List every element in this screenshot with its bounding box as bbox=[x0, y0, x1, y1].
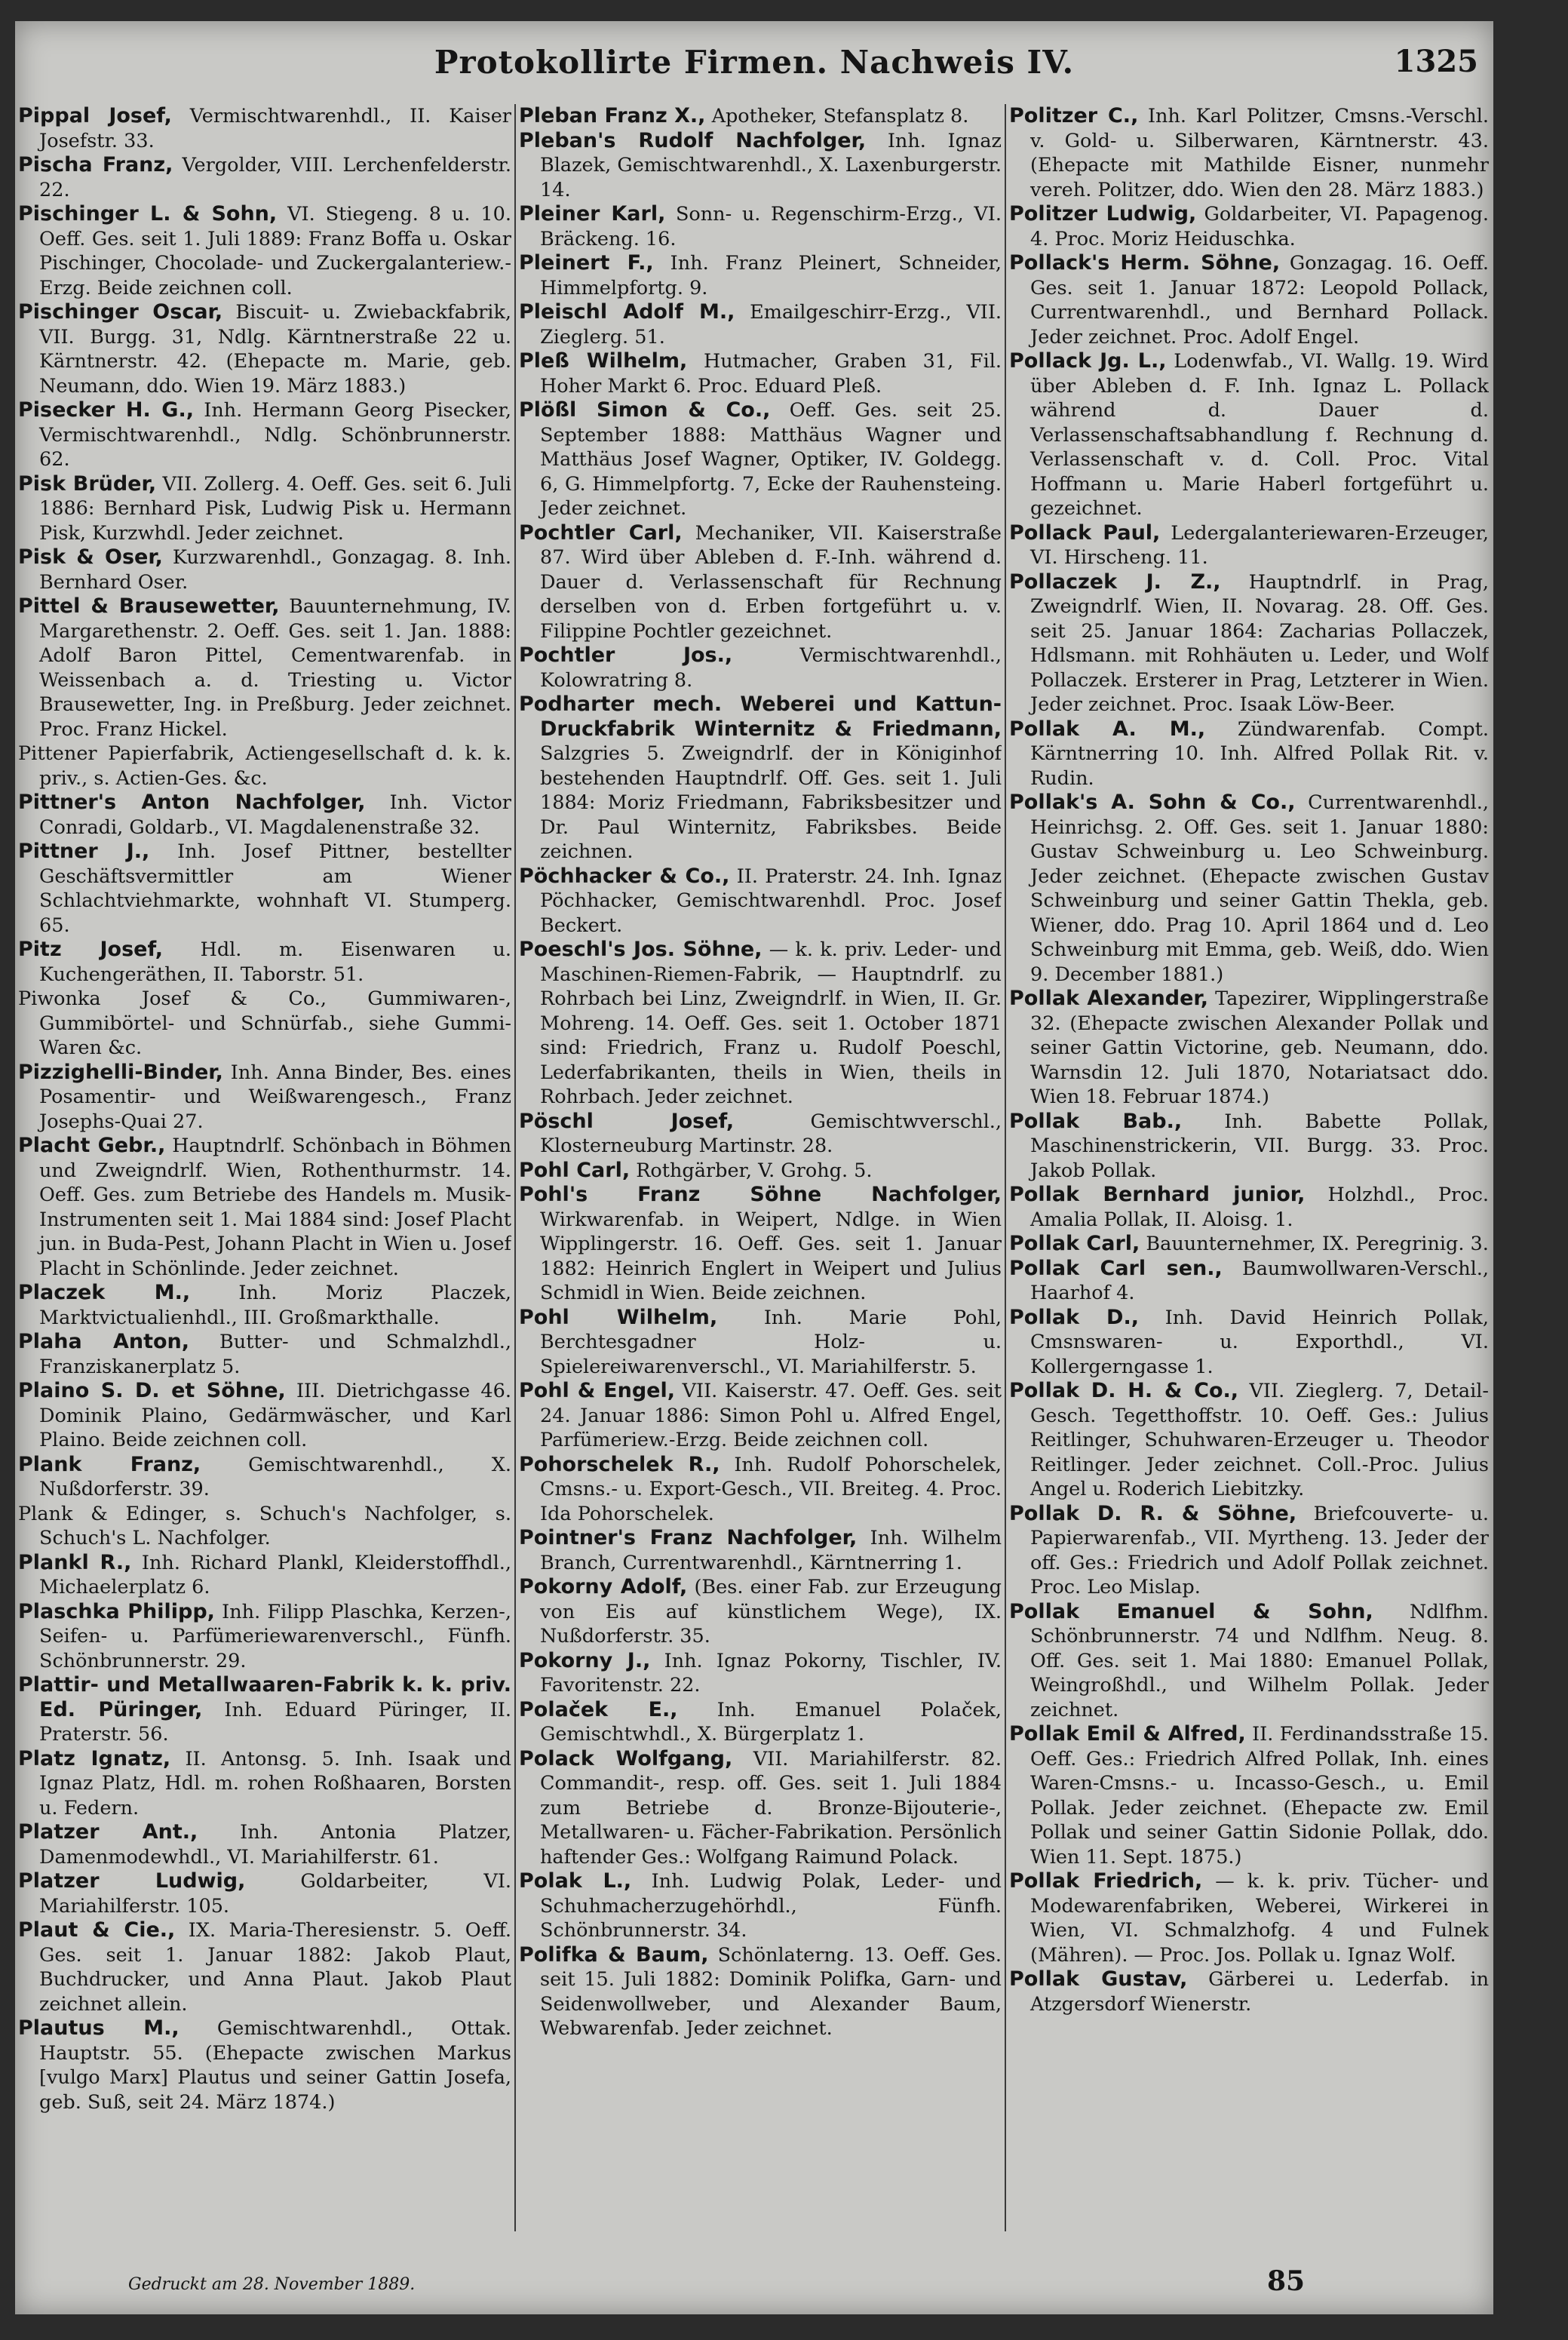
firm-details: Inh. Ignaz Blazek, Gemischtwarenhdl., X. Laxenburgerstr. 14. bbox=[540, 129, 1002, 201]
firm-details: Tapezirer, Wipplingerstraße 32. (Ehepacte zwischen Alexander Pollak und seiner Gattin Victorine, geb. Neumann, ddo. Warnsdin 12. Juli 1870, Notariatsact ddo. Wien 18. Februar 1874.) bbox=[1030, 987, 1489, 1108]
firm-name: Pohl Wilhelm, bbox=[519, 1305, 718, 1329]
firm-name: Pollak D. H. & Co., bbox=[1009, 1379, 1239, 1402]
firm-name: Plaha Anton, bbox=[18, 1330, 190, 1353]
firm-entry bbox=[18, 1281, 511, 1330]
firm-entry bbox=[18, 1453, 511, 1502]
firm-details: Gemischtwarenhdl., X. Nußdorferstr. 39. bbox=[39, 1453, 511, 1500]
firm-details: Inh. Franz Pleinert, Schneider, Himmelpfortg. 9. bbox=[540, 252, 1002, 299]
firm-details: Inh. Wilhelm Branch, Currentwarenhdl., Kärntnerring 1. bbox=[540, 1527, 1002, 1574]
firm-details: Gemischtwverschl., Klosterneuburg Martinstr. 28. bbox=[540, 1110, 1002, 1157]
firm-name: Pointner's Franz Nachfolger, bbox=[519, 1526, 858, 1549]
firm-details: Bauunternehmer, IX. Peregrinig. 3. bbox=[1146, 1233, 1489, 1255]
firm-details: Goldarbeiter, VI. Papagenog. 4. Proc. Moriz Heiduschka. bbox=[1030, 203, 1489, 250]
firm-name: Pleischl Adolf M., bbox=[519, 300, 735, 324]
firm-details: Bauunternehmung, IV. Margarethenstr. 2. Oeff. Ges. seit 1. Jan. 1888: Adolf Baron Pittel, Cementwarenfab. in Weissenbach a. d. Triesting u. Victor Brausewetter, Ing. in Preßburg. Jeder zeichnet. Proc. Franz Hickel. bbox=[39, 595, 511, 741]
firm-name: Plattir- und Metallwaaren-Fabrik k. k. priv. Ed. Püringer, bbox=[18, 1673, 511, 1721]
firm-details: Hdl. m. Eisenwaren u. Kuchengeräthen, II. Taborstr. 51. bbox=[39, 938, 511, 986]
firm-entry bbox=[519, 1698, 1002, 1747]
firm-details: Sonn- u. Regenschirm-Erzg., VI. Bräckeng. 16. bbox=[540, 203, 1002, 250]
firm-entry bbox=[519, 1110, 1002, 1159]
firm-entry bbox=[1009, 1110, 1489, 1184]
firm-details: VII. Kaiserstr. 47. Oeff. Ges. seit 24. Januar 1886: Simon Pohl u. Alfred Engel, Parfümeriew.-Erzg. Beide zeichnen coll. bbox=[540, 1380, 1002, 1451]
firm-entry bbox=[18, 1820, 511, 1869]
firm-entry bbox=[519, 1649, 1002, 1698]
firm-entry bbox=[1009, 717, 1489, 791]
firm-name: Pisecker H. G., bbox=[18, 398, 194, 422]
firm-name: Pollak Emanuel & Sohn, bbox=[1009, 1599, 1373, 1623]
firm-entry bbox=[18, 1061, 511, 1135]
column-divider bbox=[514, 104, 516, 2231]
firm-entry bbox=[519, 1575, 1002, 1649]
firm-entry bbox=[519, 251, 1002, 300]
firm-details: Biscuit- u. Zwiebackfabrik, VII. Burgg. 31, Ndlg. Kärntnerstraße 22 u. Kärntnerstr. 42. (Ehepacte m. Marie, geb. Neumann, ddo. Wien 19. März 1883.) bbox=[39, 301, 511, 398]
firm-name: Pischinger Oscar, bbox=[18, 300, 223, 324]
firm-details: Mechaniker, VII. Kaiserstraße 87. Wird über Ableben d. F.-Inh. während d. Dauer d. Verlassenschaft für Rechnung derselben von d. Erben fortgeführt u. v. Filippine Pochtler gezeichnet. bbox=[540, 521, 1002, 643]
firm-name: Pleban Franz X., bbox=[519, 104, 706, 127]
firm-details: (Bes. einer Fab. zur Erzeugung von Eis auf künstlichem Wege), IX. Nußdorferstr. 35. bbox=[540, 1576, 1002, 1648]
firm-details: VII. Zieglerg. 7, Detail-Gesch. Tegetthoffstr. 10. Oeff. Ges.: Julius Reitlinger, Schuhwaren-Erzeuger u. Theodor Reitlinger. Jeder zeichnet. Coll.-Proc. Julius Angel u. Roderich Liebitzky. bbox=[1030, 1380, 1489, 1500]
firm-entry bbox=[519, 1869, 1002, 1943]
firm-name: Politzer C., bbox=[1009, 104, 1139, 127]
firm-details: III. Dietrichgasse 46. Dominik Plaino, Gedärmwäscher, und Karl Plaino. Beide zeichnen coll. bbox=[39, 1380, 511, 1451]
firm-details: Inh. Marie Pohl, Berchtesgadner Holz- u. Spielereiwarenverschl., VI. Mariahilferstr. 5. bbox=[540, 1306, 1002, 1378]
firm-entry bbox=[519, 1306, 1002, 1380]
firm-name: Pollack's Herm. Söhne, bbox=[1009, 251, 1281, 275]
firm-name: Plaschka Philipp, bbox=[18, 1599, 215, 1623]
firm-entry bbox=[519, 1379, 1002, 1453]
firm-details: Holzhdl., Proc. Amalia Pollak, II. Aloisg. 1. bbox=[1030, 1184, 1489, 1231]
firm-name: Pollack Jg. L., bbox=[1009, 349, 1167, 373]
firm-entry bbox=[18, 791, 511, 840]
printer-imprint: Gedruckt am 28. November 1889. bbox=[128, 2275, 416, 2294]
firm-name: Pohl Carl, bbox=[519, 1158, 631, 1182]
firm-name: Pochtler Carl, bbox=[519, 521, 683, 545]
firm-name: Pohorschelek R., bbox=[519, 1452, 720, 1476]
firm-details: Zündwarenfab. Compt. Kärntnerring 10. Inh. Alfred Pollak Rit. v. Rudin. bbox=[1030, 717, 1489, 790]
firm-entry bbox=[519, 202, 1002, 251]
firm-details: Ledergalanteriewaren-Erzeuger, VI. Hirscheng. 11. bbox=[1030, 521, 1489, 569]
firm-details: Baumwollwaren-Verschl., Haarhof 4. bbox=[1030, 1257, 1489, 1304]
firm-name: Pisk & Oser, bbox=[18, 545, 163, 569]
firm-name: Pittner J., bbox=[18, 840, 150, 863]
firm-name: Polifka & Baum, bbox=[519, 1942, 709, 1967]
firm-entry bbox=[1009, 791, 1489, 987]
firm-entry bbox=[18, 300, 511, 398]
firm-entry bbox=[18, 987, 511, 1061]
firm-details: Ndlfhm. Schönbrunnerstr. 74 und Ndlfhm. Neug. 8. Off. Ges. seit 1. Mai 1880: Emanuel Pollak, Weingroßhdl., und Wilhelm Pollak. Jeder zeichnet. bbox=[1030, 1600, 1489, 1721]
firm-entry bbox=[1009, 1722, 1489, 1869]
firm-details: Salzgries 5. Zweigndrlf. der in Königinhof bestehenden Hauptndrlf. Off. Ges. seit 1. Juli 1884: Moriz Friedmann, Fabriksbesitzer und Dr. Paul Winternitz, Fabriksbes. Beide zeichnen. bbox=[540, 742, 1002, 863]
firm-details: Gonzagag. 16. Oeff. Ges. seit 1. Januar 1872: Leopold Pollack, Currentwarenhdl., und Bernhard Pollack. Jeder zeichnet. Proc. Adolf Engel. bbox=[1030, 252, 1489, 349]
firm-entry bbox=[519, 1747, 1002, 1870]
firm-entry bbox=[18, 1600, 511, 1674]
firm-entry bbox=[18, 153, 511, 202]
firm-details: Inh. Karl Politzer, Cmsns.-Verschl. v. Gold- u. Silberwaren, Kärntnerstr. 43. (Ehepacte mit Mathilde Eisner, nunmehr vereh. Politzer, ddo. Wien den 28. März 1883.) bbox=[1030, 105, 1489, 201]
column-2 bbox=[519, 104, 1002, 2231]
firm-details: Currentwarenhdl., Heinrichsg. 2. Off. Ges. seit 1. Januar 1880: Gustav Schweinburg u. Leo Schweinburg. Jeder zeichnet. (Ehepacte zwischen Gustav Schweinburg und seiner Gattin Thekla, geb. Wiener, ddo. Prag 10. April 1864 und d. Leo Schweinburg mit Emma, geb. Weiß, ddo. Wien 9. December 1881.) bbox=[1030, 791, 1489, 986]
firm-name: Pittner's Anton Nachfolger, bbox=[18, 791, 366, 814]
firm-entry bbox=[18, 742, 511, 791]
firm-name: Plößl Simon & Co., bbox=[519, 398, 771, 422]
firm-entry bbox=[519, 104, 1002, 129]
firm-details: Vergolder, VIII. Lerchenfelderstr. 22. bbox=[39, 154, 511, 201]
firm-entry bbox=[1009, 251, 1489, 349]
page-number: 1325 bbox=[1394, 44, 1478, 79]
firm-entry bbox=[1009, 570, 1489, 717]
firm-details: Inh. Filipp Plaschka, Kerzen-, Seifen- u. Parfümeriewarenverschl., Fünfh. Schönbrunnerstr. 29. bbox=[39, 1600, 511, 1672]
firm-entry bbox=[18, 1379, 511, 1453]
firm-name: Pollak Bernhard junior, bbox=[1009, 1183, 1306, 1206]
firm-details: Pittener Papierfabrik, Actiengesellschaft d. k. k. priv., s. Actien-Ges. &c. bbox=[18, 742, 511, 790]
page-header bbox=[15, 36, 1493, 97]
firm-entry bbox=[18, 472, 511, 546]
firm-name: Politzer Ludwig, bbox=[1009, 202, 1197, 226]
firm-entry bbox=[1009, 1306, 1489, 1380]
firm-entry bbox=[18, 1673, 511, 1747]
firm-entry bbox=[519, 1526, 1002, 1575]
firm-details: — k. k. priv. Leder- und Maschinen-Riemen-Fabrik, — Hauptndrlf. zu Rohrbach bei Linz, Zweigndrlf. in Wien, II. Gr. Mohreng. 14. Oeff. Ges. seit 1. October 1871 sind: Friedrich, Franz u. Rudolf Poeschl, Lederfabrikanten, theils in Wien, theils in Rohrbach. Jeder zeichnet. bbox=[540, 938, 1002, 1108]
firm-details: Rothgärber, V. Grohg. 5. bbox=[636, 1159, 873, 1182]
firm-name: Polack Wolfgang, bbox=[519, 1746, 733, 1770]
firm-details: Inh. Moriz Placzek, Marktvictualienhdl., III. Großmarkthalle. bbox=[39, 1282, 511, 1329]
firm-entry bbox=[519, 521, 1002, 644]
firm-entry bbox=[519, 692, 1002, 864]
firm-name: Poeschl's Jos. Söhne, bbox=[519, 938, 763, 961]
firm-details: Kurzwarenhdl., Gonzagag. 8. Inh. Bernhard Oser. bbox=[39, 546, 511, 594]
firm-entry bbox=[519, 1943, 1002, 2041]
firm-entry bbox=[1009, 202, 1489, 251]
firm-entry bbox=[519, 300, 1002, 349]
firm-entry bbox=[18, 1551, 511, 1600]
firm-details: Butter- und Schmalzhdl., Franziskanerplatz 5. bbox=[39, 1331, 511, 1378]
firm-details: Inh. Babette Pollak, Maschinenstrickerin, VII. Burgg. 33. Proc. Jakob Pollak. bbox=[1030, 1110, 1489, 1182]
firm-name: Platzer Ludwig, bbox=[18, 1869, 246, 1893]
firm-entry bbox=[1009, 1232, 1489, 1257]
firm-details: Schönlaterng. 13. Oeff. Ges. seit 15. Juli 1882: Dominik Polifka, Garn- und Seidenwollweber, und Alexander Baum, Webwarenfab. Jeder zeichnet. bbox=[540, 1943, 1002, 2040]
firm-entry bbox=[519, 1159, 1002, 1184]
firm-name: Pollak D. R. & Söhne, bbox=[1009, 1501, 1297, 1525]
firm-name: Pischa Franz, bbox=[18, 153, 173, 177]
firm-name: Pleban's Rudolf Nachfolger, bbox=[519, 128, 867, 152]
firm-name: Pollak Gustav, bbox=[1009, 1967, 1188, 1991]
firm-entry bbox=[18, 202, 511, 300]
firm-name: Pisk Brüder, bbox=[18, 471, 157, 496]
firm-details: Hauptndrlf. in Prag, Zweigndrlf. Wien, II. Novarag. 28. Off. Ges. seit 25. Januar 1864: Zacharias Pollaczek, Hdlsmann. mit Rohhäuten u. Leder, und Wolf Pollaczek. Ersterer in Prag, Letzterer in Wien. Jeder zeichnet. Proc. Isaak Löw-Beer. bbox=[1030, 570, 1489, 716]
firm-name: Plaino S. D. et Söhne, bbox=[18, 1379, 286, 1402]
firm-details: Emailgeschirr-Erzg., VII. Zieglerg. 51. bbox=[540, 301, 1002, 349]
firm-details: Apotheker, Stefansplatz 8. bbox=[711, 105, 969, 127]
firm-name: Platzer Ant., bbox=[18, 1820, 198, 1844]
firm-entry bbox=[519, 643, 1002, 692]
firm-entry bbox=[1009, 521, 1489, 570]
firm-entry bbox=[1009, 1257, 1489, 1306]
firm-name: Pollak D., bbox=[1009, 1305, 1139, 1329]
firm-name: Pollak Alexander, bbox=[1009, 987, 1208, 1010]
firm-entry bbox=[1009, 104, 1489, 202]
firm-details: Inh. Hermann Georg Pisecker, Vermischtwarenhdl., Ndlg. Schönbrunnerstr. 62. bbox=[39, 399, 511, 471]
firm-details: Inh. Eduard Püringer, II. Praterstr. 56. bbox=[39, 1698, 511, 1746]
firm-name: Pöschl Josef, bbox=[519, 1109, 735, 1133]
firm-entry bbox=[519, 938, 1002, 1110]
firm-entry bbox=[1009, 1869, 1489, 1967]
firm-name: Pokorny J., bbox=[519, 1648, 651, 1672]
firm-details: IX. Maria-Theresienstr. 5. Oeff. Ges. seit 1. Januar 1882: Jakob Plaut, Buchdrucker, und Anna Plaut. Jakob Plaut zeichnet allein. bbox=[39, 1919, 511, 2016]
firm-name: Pitz Josef, bbox=[18, 938, 164, 961]
firm-name: Pittel & Brausewetter, bbox=[18, 594, 280, 618]
signature-mark: 85 bbox=[1267, 2265, 1306, 2297]
firm-name: Pollak Carl, bbox=[1009, 1232, 1140, 1255]
firm-details: Plank & Edinger, s. Schuch's Nachfolger, s. Schuch's L. Nachfolger. bbox=[18, 1502, 511, 1549]
firm-details: VII. Mariahilferstr. 82. Commandit-, resp. off. Ges. seit 1. Juli 1884 zum Betriebe d. Bronze-Bijouterie-, Metallwaren- u. Fächer-Fabrikation. Persönlich haftender Ges.: Wolfgang Raimund Polack. bbox=[540, 1747, 1002, 1869]
firm-entry bbox=[18, 1330, 511, 1379]
firm-name: Pollak A. M., bbox=[1009, 717, 1206, 741]
directory-page bbox=[15, 21, 1493, 2314]
firm-details: Inh. Antonia Platzer, Damenmodewhdl., VI. Mariahilferstr. 61. bbox=[39, 1821, 511, 1869]
firm-details: Gärberei u. Lederfab. in Atzgersdorf Wienerstr. bbox=[1030, 1968, 1489, 2016]
firm-entry bbox=[18, 2016, 511, 2114]
firm-name: Plautus M., bbox=[18, 2016, 180, 2040]
firm-entry bbox=[1009, 349, 1489, 521]
firm-details: VII. Zollerg. 4. Oeff. Ges. seit 6. Juli 1886: Bernhard Pisk, Ludwig Pisk u. Hermann Pisk, Kurzwhdl. Jeder zeichnet. bbox=[39, 472, 511, 545]
firm-entry bbox=[18, 1918, 511, 2016]
firm-details: Inh. Emanuel Polaček, Gemischtwhdl., X. Bürgerplatz 1. bbox=[540, 1698, 1002, 1746]
firm-name: Pollaczek J. Z., bbox=[1009, 570, 1221, 594]
firm-details: II. Ferdinandsstraße 15. Oeff. Ges.: Friedrich Alfred Pollak, Inh. eines Waren-Cmsns.- u. Incasso-Gesch., u. Emil Pollak. Jeder zeichnet. (Ehepacte zw. Emil Pollak und seiner Gattin Sidonie Pollak, ddo. Wien 11. Sept. 1875.) bbox=[1030, 1723, 1489, 1869]
firm-name: Plank Franz, bbox=[18, 1452, 201, 1476]
firm-entry bbox=[18, 594, 511, 742]
column-1 bbox=[18, 104, 511, 2231]
firm-entry bbox=[1009, 1502, 1489, 1600]
firm-entry bbox=[18, 104, 511, 153]
firm-name: Pleß Wilhelm, bbox=[519, 349, 688, 373]
firm-entry bbox=[519, 398, 1002, 521]
firm-details: Hauptndrlf. Schönbach in Böhmen und Zweigndrlf. Wien, Rothenthurmstr. 14. Oeff. Ges. zum Betriebe des Handels m. Musik-Instrumenten seit 1. Mai 1884 sind: Josef Placht jun. in Buda-Pest, Johann Placht in Wien u. Josef Placht in Schönlinde. Jeder zeichnet. bbox=[39, 1135, 511, 1280]
firm-name: Pochtler Jos., bbox=[519, 643, 733, 667]
firm-details: Inh. Richard Plankl, Kleiderstoffhdl., Michaelerplatz 6. bbox=[39, 1551, 511, 1598]
firm-name: Pollak Friedrich, bbox=[1009, 1869, 1203, 1893]
firm-details: — k. k. priv. Tücher- und Modewarenfabriken, Weberei, Wirkerei in Wien, VI. Schmalzhofg. 4 und Fulnek (Mähren). — Proc. Jos. Pollak u. Ignaz Wolf. bbox=[1030, 1870, 1489, 1967]
firm-entry bbox=[18, 1502, 511, 1551]
firm-name: Plankl R., bbox=[18, 1550, 132, 1574]
firm-details: Goldarbeiter, VI. Mariahilferstr. 105. bbox=[39, 1870, 511, 1918]
firm-details: Inh. Anna Binder, Bes. eines Posamentir- und Weißwarengesch., Franz Josephs-Quai 27. bbox=[39, 1061, 511, 1133]
firm-details: Inh. Ludwig Polak, Leder- und Schuhmacherzugehörhdl., Fünfh. Schönbrunnerstr. 34. bbox=[540, 1870, 1002, 1942]
firm-details: VI. Stiegeng. 8 u. 10. Oeff. Ges. seit 1. Juli 1889: Franz Boffa u. Oskar Pischinger, Chocolade- und Zuckergalanteriew.-Erzg. Beide zeichnen coll. bbox=[39, 203, 511, 299]
column-divider bbox=[1005, 104, 1006, 2231]
firm-entry bbox=[1009, 1600, 1489, 1723]
firm-details: Gemischtwarenhdl., Ottak. Hauptstr. 55. (Ehepacte zwischen Markus [vulgo Marx] Plautus und seiner Gattin Josefa, geb. Suß, seit 24. März 1874.) bbox=[39, 2017, 511, 2114]
firm-entry bbox=[1009, 987, 1489, 1110]
firm-name: Pohl & Engel, bbox=[519, 1379, 675, 1402]
firm-details: Vermischtwarenhdl., Kolowratring 8. bbox=[540, 644, 1002, 692]
firm-entry bbox=[18, 398, 511, 472]
firm-name: Pizzighelli-Binder, bbox=[18, 1060, 223, 1084]
firm-name: Pleiner Karl, bbox=[519, 202, 666, 226]
firm-details: Wirkwarenfab. in Weipert, Ndlge. in Wien Wipplingerstr. 16. Oeff. Ges. seit 1. Januar 1882: Heinrich Englert in Weipert und Julius Schmidl in Wien. Beide zeichnen. bbox=[540, 1208, 1002, 1304]
firm-entry bbox=[519, 349, 1002, 398]
firm-name: Pischinger L. & Sohn, bbox=[18, 202, 278, 226]
firm-name: Polak L., bbox=[519, 1869, 632, 1893]
firm-details: Oeff. Ges. seit 25. September 1888: Matthäus Wagner und Matthäus Josef Wagner, Optiker, IV. Goldegg. 6, G. Himmelpfortg. 7, Ecke der Rauhensteing. Jeder zeichnet. bbox=[540, 399, 1002, 520]
firm-details: II. Praterstr. 24. Inh. Ignaz Pöchhacker, Gemischtwarenhdl. Proc. Josef Beckert. bbox=[540, 864, 1002, 937]
firm-details: II. Antonsg. 5. Inh. Isaak und Ignaz Platz, Hdl. m. rohen Roßhaaren, Borsten u. Federn. bbox=[39, 1747, 511, 1819]
firm-entry bbox=[18, 840, 511, 938]
firm-details: Inh. Ignaz Pokorny, Tischler, IV. Favoritenstr. 22. bbox=[540, 1649, 1002, 1697]
firm-name: Pippal Josef, bbox=[18, 104, 172, 127]
firm-name: Placht Gebr., bbox=[18, 1134, 166, 1157]
firm-name: Pollak Emil & Alfred, bbox=[1009, 1722, 1246, 1746]
firm-entry bbox=[519, 864, 1002, 938]
firm-details: Briefcouverte- u. Papierwarenfab., VII. Myrtheng. 13. Jeder der off. Ges.: Friedrich und Adolf Pollak zeichnet. Proc. Leo Mislap. bbox=[1030, 1502, 1489, 1598]
firm-details: Hutmacher, Graben 31, Fil. Hoher Markt 6. Proc. Eduard Pleß. bbox=[540, 350, 1002, 398]
firm-entry bbox=[1009, 1379, 1489, 1502]
firm-details: Piwonka Josef & Co., Gummiwaren-, Gummibörtel- und Schnürfab., siehe Gummi-Waren &c. bbox=[18, 987, 511, 1059]
firm-details: Vermischtwarenhdl., II. Kaiser Josefstr. 33. bbox=[39, 105, 511, 152]
firm-name: Podharter mech. Weberei und Kattun-Druckfabrik Winternitz & Friedmann, bbox=[519, 692, 1002, 741]
firm-name: Pollak Carl sen., bbox=[1009, 1256, 1223, 1280]
page-title: Protokollirte Firmen. Nachweis IV. bbox=[434, 44, 1075, 81]
firm-name: Placzek M., bbox=[18, 1281, 191, 1304]
firm-details: Inh. Victor Conradi, Goldarb., VI. Magdalenenstraße 32. bbox=[39, 791, 511, 839]
firm-name: Pohl's Franz Söhne Nachfolger, bbox=[519, 1183, 1002, 1206]
firm-name: Pöchhacker & Co., bbox=[519, 864, 730, 888]
firm-name: Platz Ignatz, bbox=[18, 1746, 171, 1770]
firm-entry bbox=[18, 1747, 511, 1821]
firm-details: Inh. David Heinrich Pollak, Cmsnswaren- u. Exporthdl., VI. Kollergerngasse 1. bbox=[1030, 1306, 1489, 1378]
firm-entry bbox=[519, 129, 1002, 203]
firm-entry bbox=[18, 545, 511, 594]
firm-name: Pollak Bab., bbox=[1009, 1109, 1183, 1133]
column-3 bbox=[1009, 104, 1489, 2231]
firm-entry bbox=[1009, 1183, 1489, 1232]
firm-name: Pollack Paul, bbox=[1009, 521, 1161, 545]
firm-name: Plaut & Cie., bbox=[18, 1918, 176, 1942]
firm-entry bbox=[18, 1869, 511, 1918]
firm-entry bbox=[519, 1183, 1002, 1306]
firm-details: Lodenwfab., VI. Wallg. 19. Wird über Ableben d. F. Inh. Ignaz L. Pollack während d. Dauer d. Verlassenschaftsabhandlung f. Rechnung d. Verlassenschaft v. d. Coll. Proc. Vital Hoffmann u. Marie Haberl fortgeführt u. gezeichnet. bbox=[1030, 350, 1489, 520]
firm-details: Inh. Josef Pittner, bestellter Geschäftsvermittler am Wiener Schlachtviehmarkte, wohnhaft VI. Stumperg. 65. bbox=[39, 840, 511, 937]
firm-details: Inh. Rudolf Pohorschelek, Cmsns.- u. Export-Gesch., VII. Breiteg. 4. Proc. Ida Pohorschelek. bbox=[540, 1453, 1002, 1525]
firm-entry bbox=[1009, 1967, 1489, 2016]
firm-name: Polaček E., bbox=[519, 1697, 678, 1721]
firm-entry bbox=[18, 1134, 511, 1281]
firm-entry bbox=[18, 938, 511, 987]
firm-name: Pleinert F., bbox=[519, 251, 654, 275]
firm-name: Pokorny Adolf, bbox=[519, 1575, 688, 1598]
firm-name: Pollak's A. Sohn & Co., bbox=[1009, 791, 1296, 814]
firm-entry bbox=[519, 1453, 1002, 1527]
